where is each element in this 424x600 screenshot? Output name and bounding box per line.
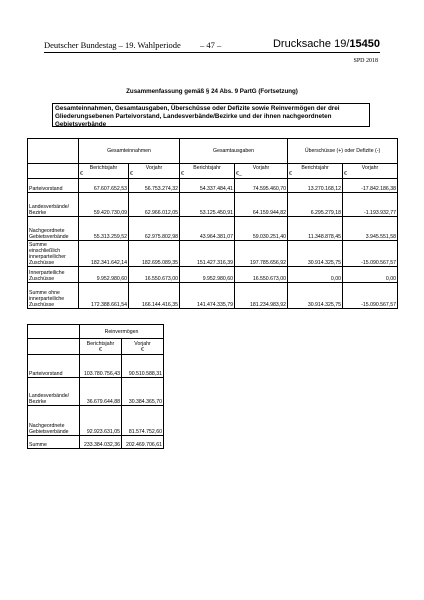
value-cell: 16.550.673,00 bbox=[129, 267, 180, 283]
value-cell: -15.090.567,57 bbox=[343, 241, 398, 267]
value-cell: 36.679.644,88 bbox=[80, 378, 122, 406]
col-unit: € bbox=[80, 171, 83, 177]
row-label: Innerparteiliche Zuschüsse bbox=[28, 267, 79, 283]
group-header-net-assets: Reinvermögen bbox=[80, 325, 164, 339]
value-cell: 6.295.279,18 bbox=[288, 193, 343, 217]
col-unit: € bbox=[99, 346, 102, 353]
row-label: Summe bbox=[28, 436, 80, 449]
corner-cell bbox=[28, 325, 80, 339]
value-cell: 30.914.325,75 bbox=[288, 241, 343, 267]
col-header-label: Vorjahr bbox=[134, 340, 151, 347]
table-row bbox=[28, 355, 164, 378]
row-label: Nachgeordnete Gebietsverbände bbox=[28, 217, 79, 241]
col-header bbox=[180, 164, 235, 179]
row-label: Parteivorstand bbox=[28, 179, 79, 193]
col-header bbox=[288, 164, 343, 179]
value-cell: 92.923.631,05 bbox=[80, 406, 122, 436]
table-group-header-row bbox=[28, 139, 398, 164]
group-header-expenses: Gesamtausgaben bbox=[180, 139, 288, 164]
document-number-value: 15450 bbox=[349, 38, 380, 50]
value-cell: 181.234.983,92 bbox=[235, 283, 288, 309]
value-cell: -15.090.567,57 bbox=[343, 283, 398, 309]
table-row bbox=[28, 267, 398, 283]
col-header-label: Berichtsjahr bbox=[86, 340, 115, 347]
page-number: – 47 – bbox=[200, 40, 222, 50]
col-unit: € bbox=[344, 171, 347, 177]
summary-table bbox=[27, 138, 398, 309]
table-row bbox=[28, 406, 164, 436]
value-cell: 3.945.551,58 bbox=[343, 217, 398, 241]
row-label: Summe ohne innerparteiliche Zuschüsse bbox=[28, 283, 79, 309]
value-cell: 166.144.416,35 bbox=[129, 283, 180, 309]
col-header-label: Vorjahr bbox=[145, 165, 163, 171]
col-unit: € bbox=[289, 171, 292, 177]
group-header-income: Gesamteinnahmen bbox=[79, 139, 180, 164]
col-header-label: Berichtsjahr bbox=[89, 165, 118, 171]
row-label: Landesverbände/ Bezirke bbox=[28, 193, 79, 217]
row-label: Summe einschließlich innerparteilicher Zuschüsse bbox=[28, 241, 79, 267]
value-cell: 13.270.168,12 bbox=[288, 179, 343, 193]
net-assets-table bbox=[27, 324, 164, 449]
table-subheader-row bbox=[28, 339, 164, 355]
value-cell: 56.753.274,32 bbox=[129, 179, 180, 193]
value-cell: 16.550.673,00 bbox=[235, 267, 288, 283]
value-cell: 172.388.661,54 bbox=[79, 283, 129, 309]
table-row bbox=[28, 179, 398, 193]
value-cell: 62.966.012,05 bbox=[129, 193, 180, 217]
col-header bbox=[80, 339, 122, 355]
value-cell: 59.030.251,40 bbox=[235, 217, 288, 241]
col-header-label: Berichtsjahr bbox=[301, 165, 329, 171]
document-header-left: Deutscher Bundestag – 19. Wahlperiode bbox=[44, 40, 181, 50]
table-row bbox=[28, 378, 164, 406]
value-cell: 55.313.259,52 bbox=[79, 217, 129, 241]
value-cell: 30.384.365,70 bbox=[122, 378, 164, 406]
table-row bbox=[28, 283, 398, 309]
col-header-label: Vorjahr bbox=[252, 165, 270, 171]
value-cell: 67.607.652,53 bbox=[79, 179, 129, 193]
value-cell: 9.952.980,60 bbox=[79, 267, 129, 283]
value-cell: 74.595.460,70 bbox=[235, 179, 288, 193]
col-unit: €_ bbox=[236, 171, 242, 177]
document-number bbox=[273, 38, 380, 50]
table-row bbox=[28, 217, 398, 241]
value-cell: 43.964.381,07 bbox=[180, 217, 235, 241]
value-cell: 9.952.980,60 bbox=[180, 267, 235, 283]
value-cell: 182.341.642,14 bbox=[79, 241, 129, 267]
value-cell: 53.125.450,91 bbox=[180, 193, 235, 217]
value-cell: 151.427.316,39 bbox=[180, 241, 235, 267]
col-header-label: Berichtsjahr bbox=[193, 165, 221, 171]
value-cell: 202.469.706,61 bbox=[122, 436, 164, 449]
header-divider bbox=[44, 52, 380, 53]
row-label: Parteivorstand bbox=[28, 355, 80, 378]
value-cell: 197.785.656,92 bbox=[235, 241, 288, 267]
group-header-surplus: Überschüsse (+) oder Defizite (-) bbox=[288, 139, 398, 164]
row-label: Nachgeordnete Gebietsverbände bbox=[28, 406, 80, 436]
value-cell: 64.159.944,82 bbox=[235, 193, 288, 217]
col-unit: € bbox=[181, 171, 184, 177]
value-cell: 30.914.325,75 bbox=[288, 283, 343, 309]
table-subheader-row bbox=[28, 164, 398, 179]
corner-cell bbox=[28, 339, 80, 355]
value-cell: 141.474.335,79 bbox=[180, 283, 235, 309]
col-header-label: Vorjahr bbox=[361, 165, 379, 171]
value-cell: 11.348.878,45 bbox=[288, 217, 343, 241]
value-cell: 59.420.730,09 bbox=[79, 193, 129, 217]
table-group-header-row bbox=[28, 325, 164, 339]
party-year-label: SPD 2018 bbox=[353, 58, 378, 64]
col-header bbox=[79, 164, 129, 179]
value-cell: 103.780.756,43 bbox=[80, 355, 122, 378]
value-cell: -1.193.932,77 bbox=[343, 193, 398, 217]
summary-description-box: Gesamteinnahmen, Gesamtausgaben, Überschüsse oder Defizite sowie Reinvermögen der drei Gliederungsebenen Parteivorstand, Landesverbände/Bezirke und der ihnen nachgeordneten Gebietsverbände bbox=[52, 103, 370, 127]
value-cell: 62.975.802,98 bbox=[129, 217, 180, 241]
corner-cell bbox=[28, 139, 79, 164]
value-cell: 90.510.588,31 bbox=[122, 355, 164, 378]
value-cell: 0,00 bbox=[288, 267, 343, 283]
col-unit: € bbox=[141, 346, 144, 353]
value-cell: 0,00 bbox=[343, 267, 398, 283]
corner-cell bbox=[28, 164, 79, 179]
value-cell: -17.842.186,38 bbox=[343, 179, 398, 193]
value-cell: 54.337.484,41 bbox=[180, 179, 235, 193]
row-label: Landesverbände/ Bezirke bbox=[28, 378, 80, 406]
section-title: Zusammenfassung gemäß § 24 Abs. 9 PartG (Fortsetzung) bbox=[126, 88, 298, 95]
table-row bbox=[28, 193, 398, 217]
value-cell: 81.574.752,60 bbox=[122, 406, 164, 436]
col-header bbox=[343, 164, 398, 179]
col-header bbox=[129, 164, 180, 179]
value-cell: 233.384.032,36 bbox=[80, 436, 122, 449]
document-number-prefix: Drucksache 19/ bbox=[272, 38, 350, 50]
value-cell: 182.695.089,35 bbox=[129, 241, 180, 267]
col-unit: € bbox=[130, 171, 133, 177]
table-row bbox=[28, 436, 164, 449]
col-header bbox=[122, 339, 164, 355]
table-row bbox=[28, 241, 398, 267]
col-header bbox=[235, 164, 288, 179]
